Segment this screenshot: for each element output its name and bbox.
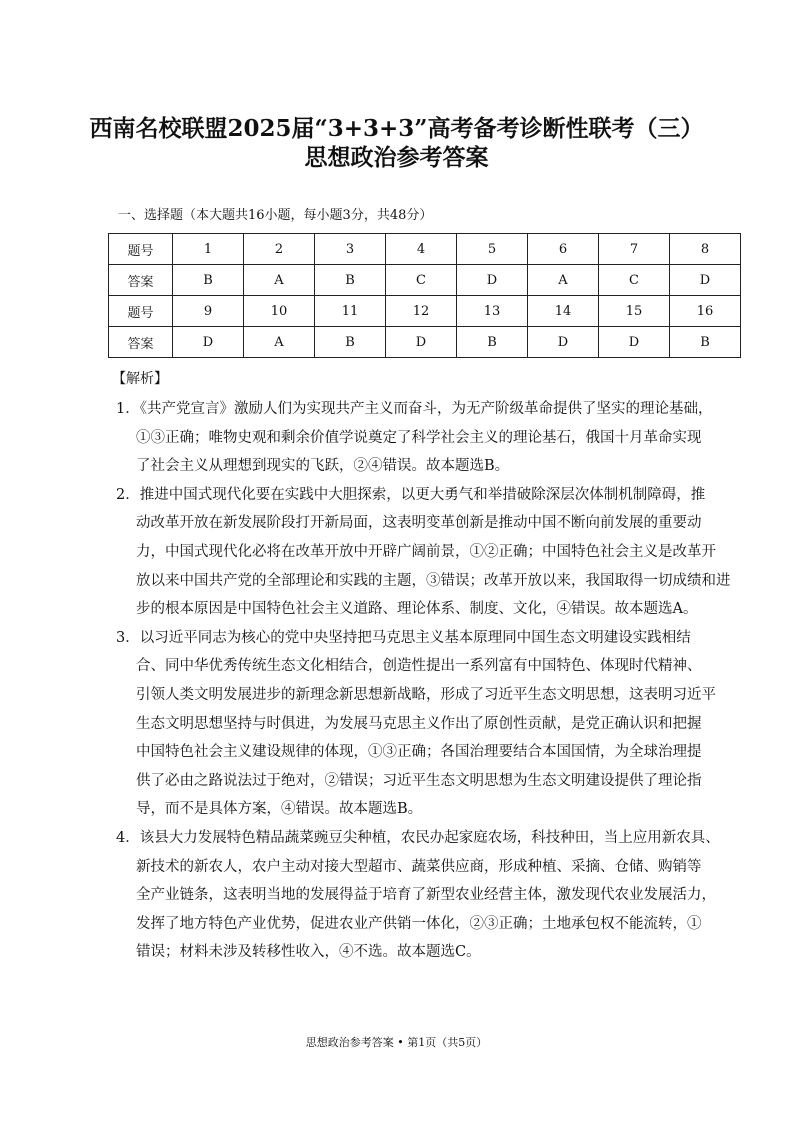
table-cell: 13 <box>457 296 528 327</box>
text-line: 错误；材料未涉及转移性收入，④不选。故本题选C。 <box>136 944 481 961</box>
text-line: 发挥了地方特色产业优势，促进农业产供销一体化，②③正确；土地承包权不能流转，① <box>136 915 702 932</box>
text-line: 生态文明思想坚持与时俱进，为发展马克思主义作出了原创性贡献，是党正确认识和把握 <box>136 715 702 732</box>
table-cell: B <box>315 327 386 358</box>
table-row <box>109 265 741 296</box>
table-cell: C <box>386 265 457 296</box>
table-cell: B <box>173 265 244 296</box>
table-cell: 3 <box>315 234 386 265</box>
analysis-item <box>116 624 716 824</box>
text-line: 动改革开放在新发展阶段打开新局面，这表明变革创新是推动中国不断向前发展的重要动 <box>136 515 702 532</box>
table-cell: C <box>599 265 670 296</box>
table-cell: B <box>670 327 741 358</box>
table-cell: A <box>244 327 315 358</box>
table-cell: 2 <box>244 234 315 265</box>
table-cell: 8 <box>670 234 741 265</box>
text-line: 步的根本原因是中国特色社会主义道路、理论体系、制度、文化，④错误。故本题选A。 <box>136 601 698 618</box>
text-line: 供了必由之路说法过于绝对，②错误；习近平生态文明思想为生态文明建设提供了理论指 <box>136 772 702 789</box>
text-line: 4．该县大力发展特色精品蔬菜豌豆尖种植，农民办起家庭农场，科技种田，当上应用新农具、 <box>116 829 720 846</box>
text-line: 中国特色社会主义建设规律的体现，①③正确；各国治理要结合本国国情，为全球治理提 <box>136 744 702 761</box>
table-cell: D <box>457 265 528 296</box>
row-header-cell: 题号 <box>109 296 173 327</box>
table-cell: 7 <box>599 234 670 265</box>
table-cell: 10 <box>244 296 315 327</box>
text-line: 了社会主义从理想到现实的飞跃，②④错误。故本题选B。 <box>136 458 510 475</box>
table-cell: 1 <box>173 234 244 265</box>
document-title: 西南名校联盟2025届“3+3+3”高考备考诊断性联考（三） <box>89 115 704 142</box>
row-header-cell: 答案 <box>109 327 173 358</box>
text-line: 3．以习近平同志为核心的党中央坚持把马克思主义基本原理同中国生态文明建设实践相结 <box>116 629 691 646</box>
table-cell: D <box>528 327 599 358</box>
text-line: 力，中国式现代化必将在改革开放中开辟广阔前景，①②正确；中国特色社会主义是改革开 <box>136 543 716 560</box>
analysis-item <box>116 481 731 624</box>
row-header-cell: 答案 <box>109 265 173 296</box>
text-line: ①③正确；唯物史观和剩余价值学说奠定了科学社会主义的理论基石，俄国十月革命实现 <box>136 429 702 446</box>
table-cell: D <box>386 327 457 358</box>
table-cell: 9 <box>173 296 244 327</box>
table-cell: D <box>599 327 670 358</box>
page-footer: 思想政治参考答案 • 第1页（共5页） <box>305 1036 488 1049</box>
text-line: 导，而不是具体方案，④错误。故本题选B。 <box>136 801 423 818</box>
table-cell: D <box>173 327 244 358</box>
section-heading: 一、选择题（本大题共16小题，每小题3分，共48分） <box>118 208 433 223</box>
table-cell: 14 <box>528 296 599 327</box>
table-cell: A <box>244 265 315 296</box>
table-cell: B <box>315 265 386 296</box>
table-cell: 15 <box>599 296 670 327</box>
table-cell: 5 <box>457 234 528 265</box>
text-line: 新技术的新农人，农户主动对接大型超市、蔬菜供应商，形成种植、采摘、仓储、购销等 <box>136 858 702 875</box>
row-header-cell: 题号 <box>109 234 173 265</box>
analysis-heading: 【解析】 <box>112 371 168 387</box>
text-line: 放以来中国共产党的全部理论和实践的主题，③错误；改革开放以来，我国取得一切成绩和进 <box>136 572 731 589</box>
text-line: 1．《共产党宣言》激励人们为实现共产主义而奋斗，为无产阶级革命提供了坚实的理论基础， <box>116 401 713 417</box>
table-cell: A <box>528 265 599 296</box>
table-cell: 16 <box>670 296 741 327</box>
table-cell: 12 <box>386 296 457 327</box>
table-row <box>109 327 741 358</box>
answer-table <box>108 233 741 358</box>
text-line: 2．推进中国式现代化要在实践中大胆探索，以更大勇气和举措破除深层次体制机制障碍，推 <box>116 486 706 503</box>
analysis-item <box>116 395 713 481</box>
table-row <box>109 234 741 265</box>
table-cell: 11 <box>315 296 386 327</box>
table-cell: 4 <box>386 234 457 265</box>
table-cell: B <box>457 327 528 358</box>
table-row <box>109 296 741 327</box>
analysis-item <box>116 824 720 967</box>
text-line: 全产业链条，这表明当地的发展得益于培育了新型农业经营主体，激发现代农业发展活力， <box>136 887 716 904</box>
text-line: 引领人类文明发展进步的新理念新思想新战略，形成了习近平生态文明思想，这表明习近平 <box>136 686 716 703</box>
table-cell: 6 <box>528 234 599 265</box>
text-line: 合、同中华优秀传统生态文化相结合，创造性提出一系列富有中国特色、体现时代精神、 <box>136 658 702 675</box>
analysis-body <box>116 395 731 967</box>
table-cell: D <box>670 265 741 296</box>
document-subtitle: 思想政治参考答案 <box>304 144 489 171</box>
